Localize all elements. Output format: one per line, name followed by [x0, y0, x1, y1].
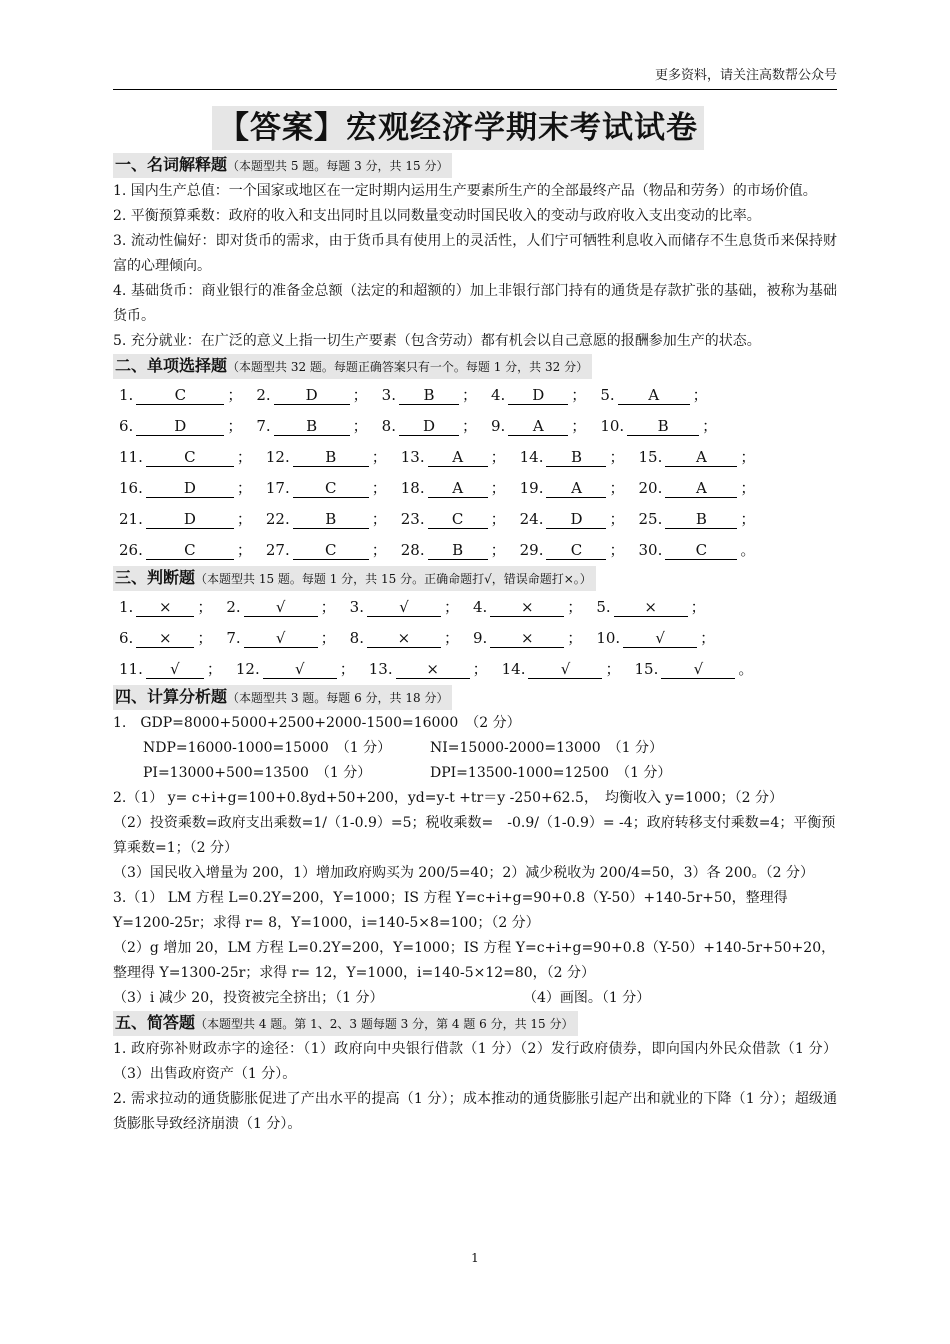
answer-blank: A: [546, 479, 606, 498]
question-number: 15.: [638, 448, 663, 466]
answer-item: [401, 507, 520, 532]
separator: ；: [236, 510, 252, 528]
answer-item: [502, 657, 635, 682]
answer-row: [113, 654, 837, 685]
true-false-answers: [113, 592, 837, 685]
separator: ；: [567, 629, 583, 647]
answer-blank: C: [146, 448, 234, 467]
answer-item: [266, 507, 401, 532]
question-number: 26.: [119, 541, 143, 559]
separator: ；: [371, 448, 387, 466]
answer-row: [113, 411, 837, 442]
question-number: 22.: [265, 510, 290, 528]
page-title: 【答案】宏观经济学期末考试试卷: [212, 106, 704, 150]
question-number: 27.: [265, 541, 290, 559]
answer-item: [226, 595, 349, 620]
calc-2-line-1: 2.（1） y= c+i+g=100+0.8yd+50+200，yd=y-t +tr＝y -250+62.5， 均衡收入 y=1000；（2 分）: [113, 790, 784, 806]
calc-3-line-2: （2）g 增加 20，LM 方程 L=0.2Y=200，Y=1000；IS 方程 Y=c+i+g=90+0.8（Y-50）+140-5r+50+20，整理得 Y=1300-25r；求得 r= 12，Y=1000，i=140-5×12=80，（2 分）: [113, 940, 836, 981]
calc-1-line-1: 1. GDP=8000+5000+2500+2000-1500=16000 （2 分）: [113, 715, 521, 731]
separator: ；: [320, 629, 336, 647]
answer-item: [473, 626, 596, 651]
separator: ；: [461, 386, 477, 404]
answer-blank: √: [367, 598, 441, 617]
question-number: 29.: [519, 541, 544, 559]
answer-blank: B: [428, 541, 488, 560]
question-number: 20.: [638, 479, 663, 497]
answer-item: [401, 538, 520, 563]
answer-blank: A: [508, 417, 568, 436]
separator: ；: [236, 448, 252, 466]
section-1-heading: 一、名词解释题（本题型共 5 题。每题 3 分，共 15 分）: [113, 153, 452, 178]
question-number: 23.: [400, 510, 425, 528]
question-number: 2.: [256, 386, 271, 404]
answer-row: [113, 473, 837, 504]
answer-blank: B: [293, 448, 369, 467]
definition-5: 5. 充分就业：在广泛的意义上指一切生产要素（包含劳动）都有机会以自己意愿的报酬参加生产的状态。: [113, 333, 761, 349]
question-number: 15.: [634, 660, 659, 678]
question-number: 6.: [119, 629, 134, 647]
question-number: 21.: [119, 510, 143, 528]
answer-item: [119, 626, 226, 651]
answer-item: [119, 595, 226, 620]
answer-item: [369, 657, 502, 682]
separator: ；: [320, 598, 336, 616]
question-number: 13.: [400, 448, 425, 466]
calc-3-line-3: （3）i 减少 20，投资被完全挤出；（1 分） （4）画图。（1 分）: [113, 990, 651, 1006]
question-number: 9.: [472, 629, 488, 647]
separator: 。: [740, 541, 756, 559]
answer-blank: D: [399, 417, 459, 436]
answer-item: [401, 445, 520, 470]
answer-item: [266, 476, 401, 501]
calc-3-line-1: 3.（1） LM 方程 L=0.2Y=200，Y=1000；IS 方程 Y=c+i+g=90+0.8（Y-50）+140-5r+50，整理得 Y=1200-25r；求得 r= 8，Y=1000，i=140-5×8=100；（2 分）: [113, 890, 788, 931]
answer-blank: D: [146, 510, 234, 529]
answer-blank: D: [274, 386, 350, 405]
answer-blank: C: [146, 541, 234, 560]
answer-blank: B: [627, 417, 699, 436]
question-number: 1.: [119, 386, 134, 404]
section-4-heading: 四、计算分析题（本题型共 3 题。每题 6 分，共 18 分）: [113, 685, 452, 710]
separator: ；: [227, 386, 243, 404]
calc-1-line-2: NDP=16000-1000=15000 （1 分） NI=15000-2000=13000 （1 分）: [143, 740, 664, 756]
definition-3: 3. 流动性偏好：即对货币的需求，由于货币具有使用上的灵活性，人们宁可牺牲利息收入而储存不生息货币来保持财富的心理倾向。: [113, 233, 837, 274]
separator: ；: [197, 598, 213, 616]
answer-blank: B: [665, 510, 737, 529]
answer-item: [639, 476, 770, 501]
question-number: 12.: [235, 660, 260, 678]
separator: ；: [339, 660, 355, 678]
answer-row: [113, 442, 837, 473]
question-number: 8.: [349, 629, 364, 647]
answer-blank: √: [146, 660, 204, 679]
answer-item: [600, 414, 731, 439]
answer-blank: B: [293, 510, 369, 529]
separator: ；: [236, 479, 252, 497]
answer-blank: C: [546, 541, 606, 560]
question-number: 18.: [400, 479, 425, 497]
answer-blank: A: [428, 479, 488, 498]
separator: ；: [740, 448, 756, 466]
answer-item: [635, 657, 768, 682]
answer-item: [382, 414, 491, 439]
answer-blank: C: [428, 510, 488, 529]
answer-blank: ×: [614, 598, 688, 617]
separator: ；: [702, 417, 718, 435]
question-number: 17.: [265, 479, 290, 497]
question-number: 6.: [119, 417, 134, 435]
separator: ；: [490, 510, 506, 528]
separator: ；: [609, 448, 625, 466]
separator: ；: [609, 479, 625, 497]
answer-item: [491, 414, 600, 439]
answer-blank: D: [508, 386, 568, 405]
answer-item: [266, 538, 401, 563]
separator: ；: [605, 660, 621, 678]
header-note: 更多资料，请关注高数帮公众号: [654, 68, 837, 83]
answer-row: [113, 592, 837, 623]
short-answer-1: 1. 政府弥补财政赤字的途径：（1）政府向中央银行借款（1 分）（2）发行政府债券，即向国内外民众借款（1 分）（3）出售政府资产（1 分）。: [113, 1041, 837, 1082]
calc-2-line-2: （2）投资乘数=政府支出乘数=1/（1-0.9）=5；税收乘数= -0.9/（1-0.9）= -4；政府转移支付乘数=4；平衡预算乘数=1；（2 分）: [113, 815, 836, 856]
calc-1-line-3: PI=13000+500=13500 （1 分） DPI=13500-1000=12500 （1 分）: [143, 765, 672, 781]
question-number: 13.: [368, 660, 393, 678]
answer-item: [639, 445, 770, 470]
section-3-heading: 三、判断题（本题型共 15 题。每题 1 分，共 15 分。正确命题打√，错误命题打×。）: [113, 566, 596, 591]
question-number: 25.: [638, 510, 663, 528]
answer-item: [382, 383, 491, 408]
answer-item: [236, 657, 369, 682]
page-number: 1: [471, 1251, 479, 1265]
answer-blank: B: [546, 448, 606, 467]
question-number: 3.: [349, 598, 364, 616]
separator: ；: [490, 541, 506, 559]
answer-item: [401, 476, 520, 501]
header-rule: [113, 89, 837, 90]
answer-blank: B: [399, 386, 459, 405]
answer-blank: ×: [136, 629, 194, 648]
answer-blank: √: [244, 629, 318, 648]
separator: ；: [609, 541, 625, 559]
separator: ；: [443, 598, 459, 616]
separator: ；: [567, 598, 583, 616]
answer-blank: ×: [490, 629, 564, 648]
question-number: 8.: [381, 417, 396, 435]
answer-blank: B: [274, 417, 350, 436]
answer-blank: √: [263, 660, 337, 679]
answer-blank: A: [665, 448, 737, 467]
definition-4: 4. 基础货币：商业银行的准备金总额（法定的和超额的）加上非银行部门持有的通货是存款扩张的基础，被称为基础货币。: [113, 283, 837, 324]
answer-blank: C: [665, 541, 737, 560]
document-body: [113, 153, 837, 1137]
answer-item: [473, 595, 596, 620]
answer-item: [491, 383, 600, 408]
answer-item: [119, 414, 256, 439]
separator: ；: [740, 479, 756, 497]
separator: ；: [371, 510, 387, 528]
separator: ；: [227, 417, 243, 435]
answer-blank: D: [146, 479, 234, 498]
answer-item: [350, 626, 473, 651]
answer-blank: C: [136, 386, 224, 405]
question-number: 11.: [119, 448, 143, 466]
answer-item: [520, 507, 639, 532]
answer-item: [639, 507, 770, 532]
separator: ；: [443, 629, 459, 647]
answer-row: [113, 380, 837, 411]
separator: ；: [700, 629, 716, 647]
answer-item: [520, 445, 639, 470]
separator: ；: [371, 541, 387, 559]
question-number: 19.: [519, 479, 544, 497]
answer-item: [119, 445, 266, 470]
separator: ；: [197, 629, 213, 647]
question-number: 28.: [400, 541, 425, 559]
answer-item: [119, 476, 266, 501]
question-number: 10.: [596, 629, 621, 647]
question-number: 5.: [596, 598, 611, 616]
answer-item: [119, 657, 236, 682]
answer-row: [113, 535, 837, 566]
answer-blank: √: [623, 629, 697, 648]
question-number: 14.: [519, 448, 544, 466]
question-number: 30.: [638, 541, 663, 559]
separator: ；: [609, 510, 625, 528]
question-number: 7.: [226, 629, 241, 647]
separator: ；: [352, 417, 368, 435]
separator: ；: [461, 417, 477, 435]
section-2-heading: 二、单项选择题（本题型共 32 题。每题正确答案只有一个。每题 1 分，共 32 分）: [113, 354, 592, 379]
answer-item: [600, 383, 721, 408]
multiple-choice-answers: [113, 380, 837, 566]
answer-blank: A: [618, 386, 690, 405]
answer-blank: C: [293, 479, 369, 498]
answer-blank: C: [293, 541, 369, 560]
question-number: 4.: [490, 386, 506, 404]
answer-item: [350, 595, 473, 620]
answer-item: [639, 538, 770, 563]
answer-item: [256, 383, 381, 408]
question-number: 10.: [600, 417, 625, 435]
separator: ；: [571, 386, 587, 404]
answer-blank: D: [546, 510, 606, 529]
answer-item: [119, 383, 256, 408]
separator: ；: [206, 660, 222, 678]
answer-blank: ×: [136, 598, 194, 617]
question-number: 11.: [119, 660, 143, 678]
separator: ；: [740, 510, 756, 528]
separator: ；: [371, 479, 387, 497]
separator: ；: [692, 386, 708, 404]
question-number: 14.: [501, 660, 526, 678]
question-number: 16.: [119, 479, 143, 497]
section-5-heading: 五、简答题（本题型共 4 题。第 1、2、3 题每题 3 分，第 4 题 6 分，共 15 分）: [113, 1011, 578, 1036]
definition-1: 1. 国内生产总值：一个国家或地区在一定时期内运用生产要素所生产的全部最终产品（物品和劳务）的市场价值。: [113, 183, 817, 199]
answer-blank: ×: [396, 660, 470, 679]
answer-item: [266, 445, 401, 470]
separator: ；: [490, 448, 506, 466]
answer-blank: A: [428, 448, 488, 467]
short-answer-2: 2. 需求拉动的通货膨胀促进了产出水平的提高（1 分）；成本推动的通货膨胀引起产出和就业的下降（1 分）；超级通货膨胀导致经济崩溃（1 分）。: [113, 1091, 837, 1132]
question-number: 1.: [119, 598, 134, 616]
question-number: 2.: [226, 598, 241, 616]
answer-item: [119, 538, 266, 563]
question-number: 7.: [256, 417, 271, 435]
separator: ；: [472, 660, 488, 678]
separator: ；: [352, 386, 368, 404]
answer-row: [113, 623, 837, 654]
answer-item: [256, 414, 381, 439]
answer-item: [226, 626, 349, 651]
answer-item: [520, 538, 639, 563]
answer-item: [596, 626, 729, 651]
question-number: 4.: [472, 598, 488, 616]
answer-blank: √: [244, 598, 318, 617]
answer-blank: D: [136, 417, 224, 436]
answer-blank: ×: [490, 598, 564, 617]
answer-blank: √: [528, 660, 602, 679]
calc-2-line-3: （3）国民收入增量为 200，1）增加政府购买为 200/5=40；2）减少税收为 200/4=50，3）各 200。（2 分）: [113, 865, 815, 881]
separator: ；: [690, 598, 706, 616]
answer-item: [596, 595, 719, 620]
answer-item: [119, 507, 266, 532]
answer-row: [113, 504, 837, 535]
question-number: 3.: [381, 386, 396, 404]
question-number: 5.: [600, 386, 615, 404]
answer-item: [520, 476, 639, 501]
separator: ；: [236, 541, 252, 559]
separator: ；: [490, 479, 506, 497]
answer-blank: A: [665, 479, 737, 498]
answer-blank: ×: [367, 629, 441, 648]
separator: 。: [738, 660, 754, 678]
question-number: 9.: [490, 417, 506, 435]
separator: ；: [571, 417, 587, 435]
question-number: 12.: [265, 448, 290, 466]
definition-2: 2. 平衡预算乘数：政府的收入和支出同时且以同数量变动时国民收入的变动与政府收入支出变动的比率。: [113, 208, 761, 224]
answer-blank: √: [661, 660, 735, 679]
question-number: 24.: [519, 510, 544, 528]
